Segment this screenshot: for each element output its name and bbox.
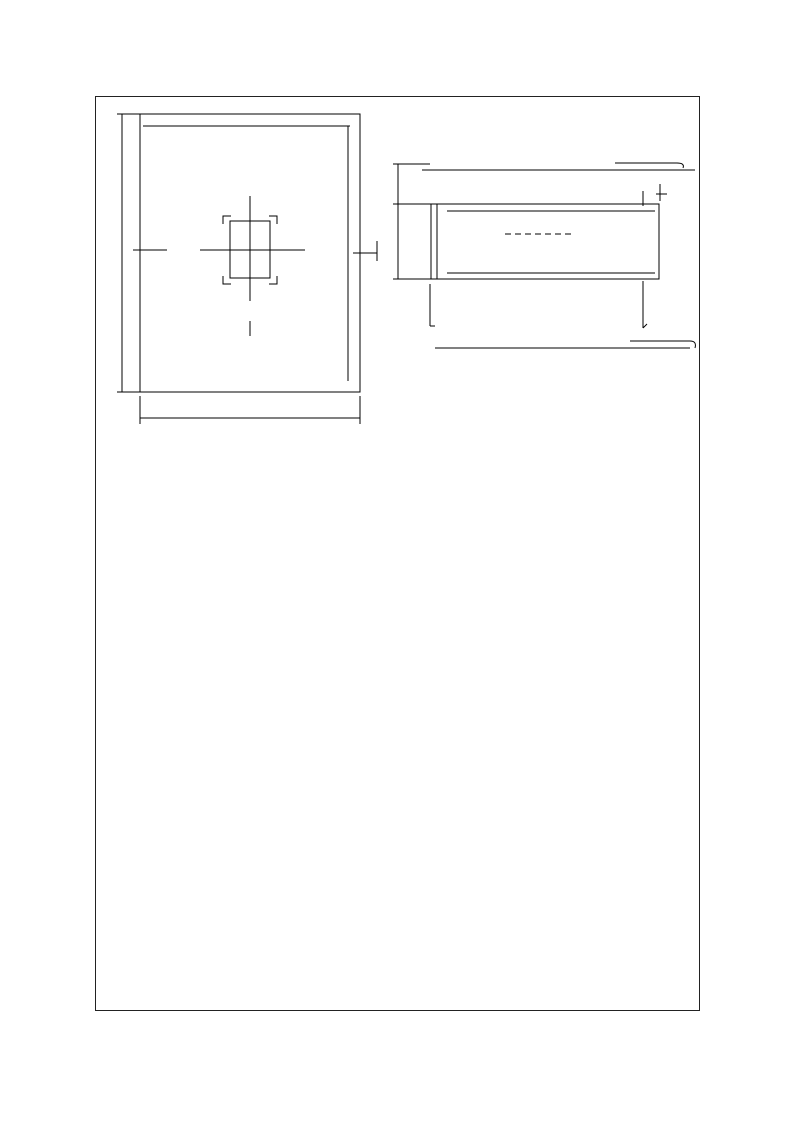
foundation-rebar-drawing bbox=[95, 96, 700, 441]
